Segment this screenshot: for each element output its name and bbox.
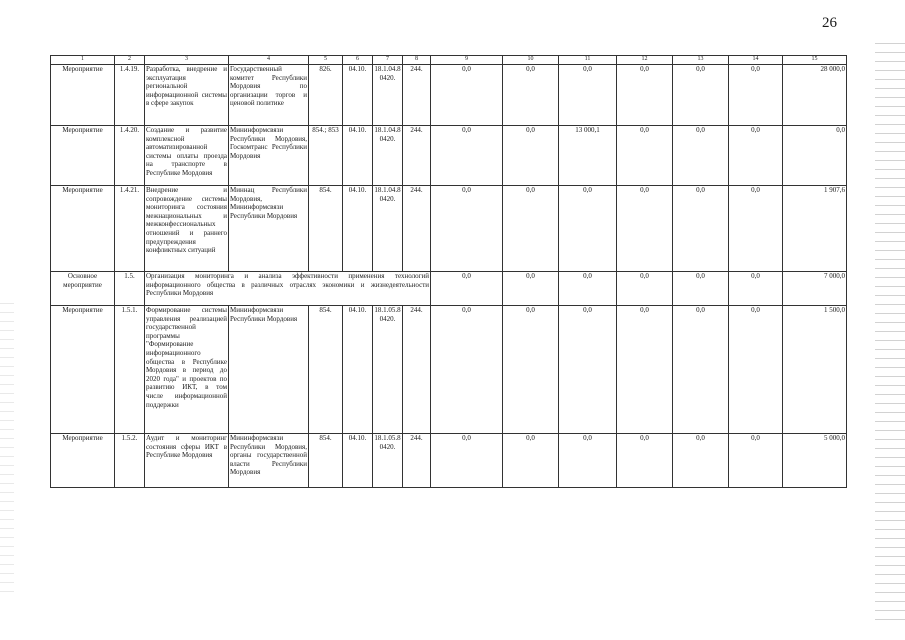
row-value: 0,0 [431, 126, 503, 186]
row-grbs: 854.; 853 [309, 126, 343, 186]
row-value: 13 000,1 [559, 126, 617, 186]
row-value: 0,0 [617, 65, 673, 126]
row-vr: 244. [403, 126, 431, 186]
row-rzpr: 04.10. [343, 434, 373, 488]
row-value: 0,0 [431, 272, 503, 306]
row-value: 0,0 [729, 434, 783, 488]
column-number: 2 [115, 56, 145, 65]
row-rzpr: 04.10. [343, 306, 373, 434]
row-vr: 244. [403, 306, 431, 434]
row-value: 0,0 [673, 126, 729, 186]
row-name: Разработка, внедрение и эксплуатация региональной информационной системы в сфере закупок [145, 65, 229, 126]
column-number-row [51, 56, 847, 65]
row-value: 0,0 [673, 65, 729, 126]
row-csr: 18.1.05.8 0420. [373, 434, 403, 488]
row-total: 1 907,6 [783, 186, 847, 272]
row-grbs: 854. [309, 186, 343, 272]
row-number: 1.4.19. [115, 65, 145, 126]
table-row [51, 186, 847, 272]
row-number: 1.5.1. [115, 306, 145, 434]
column-number: 8 [403, 56, 431, 65]
column-number: 1 [51, 56, 115, 65]
budget-table [50, 55, 847, 488]
column-number: 11 [559, 56, 617, 65]
column-number: 10 [503, 56, 559, 65]
column-number: 13 [673, 56, 729, 65]
row-type: Мероприятие [51, 126, 115, 186]
row-grbs: 826. [309, 65, 343, 126]
row-value: 0,0 [503, 272, 559, 306]
row-name: Создание и развитие комплексной автоматизированной системы оплаты проезда на транспорте в Республике Мордовия [145, 126, 229, 186]
row-value: 0,0 [559, 186, 617, 272]
row-value: 0,0 [673, 434, 729, 488]
table-row [51, 65, 847, 126]
column-number: 15 [783, 56, 847, 65]
column-number: 12 [617, 56, 673, 65]
row-executor: Мининформсвязи Республики Мордовия [229, 306, 309, 434]
row-csr: 18.1.04.8 0420. [373, 126, 403, 186]
row-value: 0,0 [431, 186, 503, 272]
row-type: Основное мероприятие [51, 272, 115, 306]
row-csr: 18.1.05.8 0420. [373, 306, 403, 434]
row-number: 1.5.2. [115, 434, 145, 488]
row-value: 0,0 [617, 434, 673, 488]
row-vr: 244. [403, 186, 431, 272]
row-value: 0,0 [431, 65, 503, 126]
row-total: 7 000,0 [783, 272, 847, 306]
row-value: 0,0 [673, 272, 729, 306]
row-value: 0,0 [617, 306, 673, 434]
row-name: Внедрение и сопровождение системы мониторинга состояния межнациональных и межконфессиональных отношений и раннего предупреждения конфликтных ситуаций [145, 186, 229, 272]
row-value: 0,0 [559, 434, 617, 488]
row-value: 0,0 [729, 272, 783, 306]
row-value: 0,0 [431, 434, 503, 488]
row-rzpr: 04.10. [343, 186, 373, 272]
row-value: 0,0 [617, 272, 673, 306]
row-value: 0,0 [503, 186, 559, 272]
row-value: 0,0 [729, 65, 783, 126]
row-executor: Миннац Республики Мордовия, Мининформсвязи Республики Мордовия [229, 186, 309, 272]
column-number: 7 [373, 56, 403, 65]
row-number: 1.5. [115, 272, 145, 306]
row-vr: 244. [403, 65, 431, 126]
row-csr: 18.1.04.8 0420. [373, 186, 403, 272]
row-rzpr: 04.10. [343, 126, 373, 186]
row-grbs: 854. [309, 434, 343, 488]
column-number: 6 [343, 56, 373, 65]
row-csr: 18.1.04.8 0420. [373, 65, 403, 126]
row-executor: Мининформсвязи Республики Мордовия, Госкомтранс Республики Мордовия [229, 126, 309, 186]
row-total: 0,0 [783, 126, 847, 186]
row-name: Аудит и мониторинг состояния сферы ИКТ в Республике Мордовия [145, 434, 229, 488]
table-row [51, 126, 847, 186]
column-number: 9 [431, 56, 503, 65]
row-executor: Государственный комитет Республики Мордовия по организации торгов и ценовой политике [229, 65, 309, 126]
row-value: 0,0 [617, 126, 673, 186]
row-value: 0,0 [559, 272, 617, 306]
column-number: 4 [229, 56, 309, 65]
row-number: 1.4.20. [115, 126, 145, 186]
table-row [51, 306, 847, 434]
row-value: 0,0 [729, 306, 783, 434]
table-row [51, 434, 847, 488]
scan-edge-noise-left [0, 300, 14, 600]
row-value: 0,0 [559, 65, 617, 126]
row-type: Мероприятие [51, 186, 115, 272]
row-value: 0,0 [431, 306, 503, 434]
scan-edge-noise [875, 40, 905, 620]
row-merged-description: Организация мониторинга и анализа эффективности применения технологий информационного общества в различных отраслях экономики и жизнедеятельности Республики Мордовия [145, 272, 431, 306]
row-type: Мероприятие [51, 434, 115, 488]
row-value: 0,0 [559, 306, 617, 434]
row-value: 0,0 [673, 186, 729, 272]
column-number: 5 [309, 56, 343, 65]
column-number: 14 [729, 56, 783, 65]
row-total: 1 500,0 [783, 306, 847, 434]
row-grbs: 854. [309, 306, 343, 434]
row-value: 0,0 [503, 434, 559, 488]
row-value: 0,0 [617, 186, 673, 272]
row-total: 28 000,0 [783, 65, 847, 126]
row-value: 0,0 [729, 126, 783, 186]
row-value: 0,0 [729, 186, 783, 272]
row-type: Мероприятие [51, 306, 115, 434]
row-number: 1.4.21. [115, 186, 145, 272]
column-number: 3 [145, 56, 229, 65]
table-row [51, 272, 847, 306]
row-value: 0,0 [503, 126, 559, 186]
row-value: 0,0 [673, 306, 729, 434]
row-rzpr: 04.10. [343, 65, 373, 126]
page-number: 26 [822, 15, 837, 31]
row-name: Формирование системы управления реализацией государственной программы "Формирование информационного общества в Республике Мордовия в период до 2020 года" и проектов по развитию ИКТ, в том числе информационной поддержки [145, 306, 229, 434]
row-executor: Мининформсвязи Республики Мордовия, органы государственной власти Республики Мордовия [229, 434, 309, 488]
row-total: 5 000,0 [783, 434, 847, 488]
row-type: Мероприятие [51, 65, 115, 126]
row-value: 0,0 [503, 65, 559, 126]
row-value: 0,0 [503, 306, 559, 434]
row-vr: 244. [403, 434, 431, 488]
